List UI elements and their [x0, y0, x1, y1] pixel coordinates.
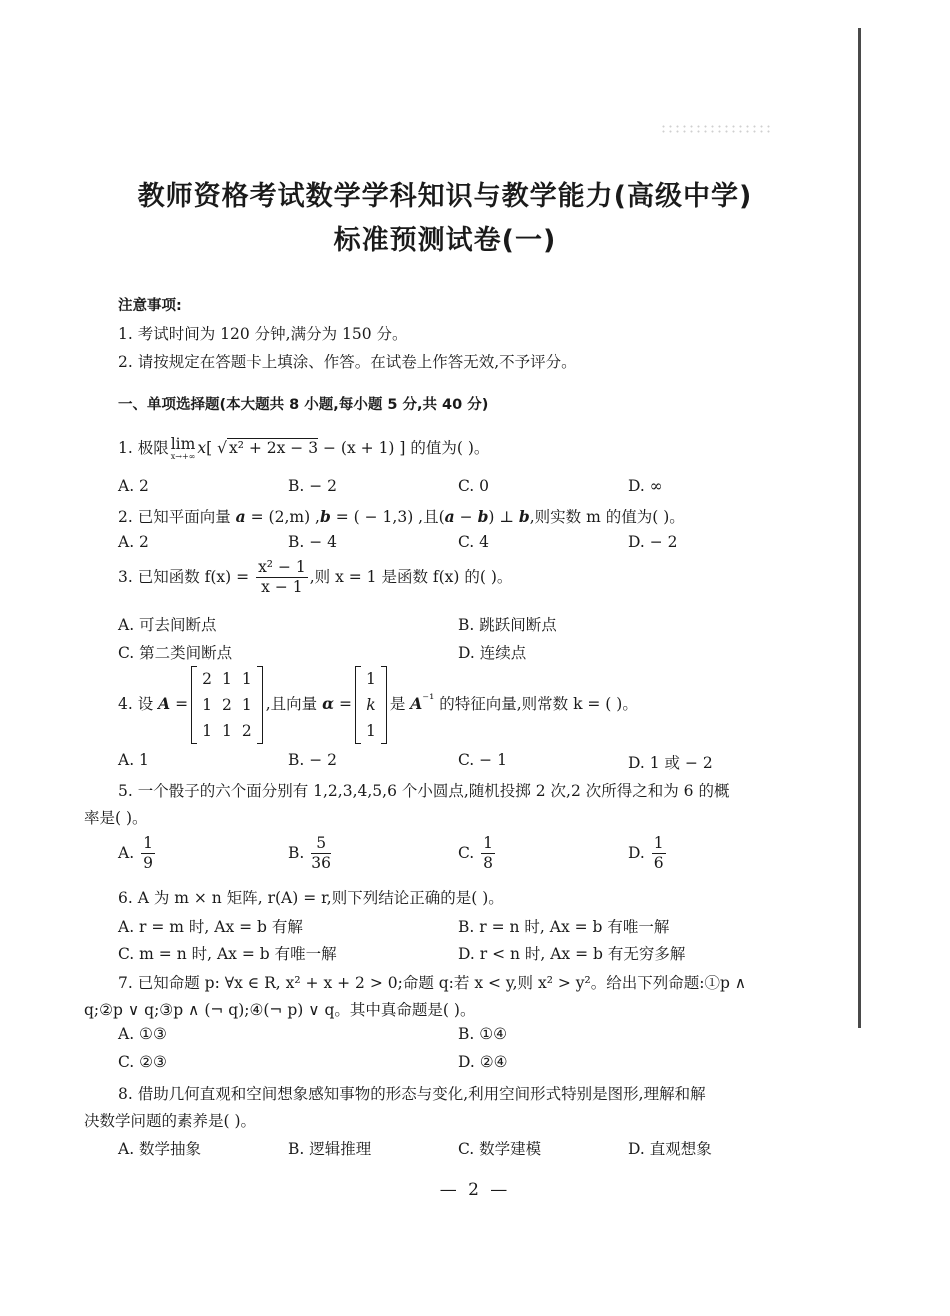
q1-bracket: [ — [206, 439, 213, 457]
q2-vector-b-2: b — [477, 507, 489, 526]
q1-sqrt-sign: √ — [217, 439, 227, 457]
question-2 — [118, 505, 685, 527]
q8-option-c: C. 数学建模 — [458, 1140, 542, 1158]
q1-option-a: A. 2 — [118, 477, 149, 495]
q3-fraction — [256, 558, 308, 598]
q1-x: x — [197, 439, 207, 457]
q4-alpha: α — [322, 694, 335, 713]
q4-m-cell: 2 — [241, 722, 252, 740]
q5-d-label: D. — [628, 843, 645, 862]
q5-d-fraction — [652, 834, 666, 874]
q5-b-fraction — [311, 834, 331, 874]
notes-heading: 注意事项: — [118, 298, 182, 314]
q4-m-cell: 1 — [202, 696, 212, 714]
question-1 — [118, 436, 489, 461]
q5-a-fraction — [141, 834, 155, 874]
q2-perp: ) ⊥ — [488, 508, 519, 526]
q5-d-den: 6 — [653, 854, 664, 873]
q6-option-d: D. r < n 时, Ax = b 有无穷多解 — [458, 945, 686, 963]
q4-equals-2: = — [334, 695, 352, 713]
q2-option-b: B. − 4 — [288, 533, 338, 551]
q4-matrix — [191, 666, 263, 744]
q4-option-b: B. − 2 — [288, 751, 338, 769]
q2-b-value: = ( − 1,3) ,且( — [330, 508, 445, 526]
q4-prefix: 4. 设 — [118, 695, 159, 713]
q1-option-c: C. 0 — [458, 477, 490, 495]
q7-option-b: B. ①④ — [458, 1025, 508, 1043]
q2-vector-b-3: b — [518, 507, 530, 526]
q7-line-1: 7. 已知命题 p: ∀x ∈ R, x² + x + 2 > 0;命题 q:若 x < y,则 x² > y²。给出下列命题:①p ∧ — [118, 974, 747, 992]
note-item-2: 2. 请按规定在答题卡上填涂、作答。在试卷上作答无效,不予评分。 — [118, 353, 577, 371]
q5-c-num: 1 — [481, 834, 495, 854]
q2-minus: − — [454, 508, 478, 526]
q8-option-d: D. 直观想象 — [628, 1140, 712, 1158]
note-item-1: 1. 考试时间为 120 分钟,满分为 150 分。 — [118, 325, 408, 343]
q5-a-num: 1 — [141, 834, 155, 854]
q4-mid: ,且向量 — [265, 695, 323, 713]
q1-rest: − (x + 1) ] — [318, 439, 406, 457]
q1-lim-word: lim — [170, 435, 196, 454]
q4-v-cell: 1 — [365, 670, 376, 688]
q1-suffix: 的值为( )。 — [405, 439, 490, 457]
q5-a-label: A. — [118, 843, 135, 862]
q7-option-a: A. ①③ — [118, 1025, 167, 1043]
q2-a-value: = (2,m) , — [245, 508, 320, 526]
q5-line-1: 5. 一个骰子的六个面分别有 1,2,3,4,5,6 个小圆点,随机投掷 2 次,2 次所得之和为 6 的概 — [118, 782, 730, 800]
q2-vector-a-2: a — [444, 507, 455, 526]
q5-b-label: B. — [288, 843, 305, 862]
question-3 — [118, 558, 512, 598]
q2-option-d: D. − 2 — [628, 533, 678, 551]
paper-title-line2: 标准预测试卷(一) — [333, 225, 557, 256]
q8-line-1: 8. 借助几何直观和空间想象感知事物的形态与变化,利用空间形式特别是图形,理解和解 — [118, 1085, 706, 1103]
q4-m-cell: 1 — [241, 670, 252, 688]
paper-title-line1: 教师资格考试数学学科知识与教学能力(高级中学) — [137, 181, 753, 212]
q2-suffix: ,则实数 m 的值为( )。 — [529, 508, 685, 526]
question-6: 6. A 为 m × n 矩阵, r(A) = r,则下列结论正确的是( )。 — [118, 889, 504, 907]
q4-inverse: ⁻¹ — [422, 691, 435, 707]
q8-option-b: B. 逻辑推理 — [288, 1140, 372, 1158]
q3-option-c: C. 第二类间断点 — [118, 644, 233, 662]
q7-option-c: C. ②③ — [118, 1053, 167, 1071]
q4-option-a: A. 1 — [118, 751, 149, 769]
q5-option-c — [458, 834, 497, 874]
q8-line-2: 决数学问题的素养是( )。 — [84, 1112, 257, 1130]
q4-suffix: 的特征向量,则常数 k = ( )。 — [434, 695, 638, 713]
q2-vector-a: a — [235, 507, 246, 526]
q2-vector-b: b — [319, 507, 331, 526]
q4-equals: = — [170, 695, 189, 713]
q2-option-c: C. 4 — [458, 533, 490, 551]
q1-limit — [171, 437, 196, 461]
q4-m-cell: 2 — [221, 696, 232, 714]
q2-option-a: A. 2 — [118, 533, 149, 551]
q4-is: 是 — [389, 695, 411, 713]
q1-option-d: D. ∞ — [628, 477, 663, 495]
q4-option-c: C. − 1 — [458, 751, 507, 769]
q6-option-c: C. m = n 时, Ax = b 有唯一解 — [118, 945, 337, 963]
q3-suffix: ,则 x = 1 是函数 f(x) 的( )。 — [309, 567, 513, 586]
q5-option-a — [118, 834, 157, 874]
q1-radicand: x² + 2x − 3 — [228, 439, 319, 457]
q5-b-num: 5 — [311, 834, 331, 854]
q4-matrix-A: A — [158, 694, 171, 713]
q4-vector — [355, 666, 387, 744]
q5-c-den: 8 — [483, 854, 494, 873]
q4-matrix-A-2: A — [410, 694, 423, 713]
q3-option-a: A. 可去间断点 — [118, 616, 217, 634]
q6-option-b: B. r = n 时, Ax = b 有唯一解 — [458, 918, 670, 936]
q3-numerator: x² − 1 — [256, 558, 308, 578]
q7-line-2: q;②p ∨ q;③p ∧ (¬ q);④(¬ p) ∨ q。其中真命题是( )。 — [84, 1001, 476, 1019]
q6-option-a: A. r = m 时, Ax = b 有解 — [118, 918, 303, 936]
q4-m-cell: 1 — [221, 722, 232, 740]
q4-m-cell: 1 — [241, 696, 252, 714]
q4-v-cell: 1 — [365, 722, 376, 740]
q8-option-a: A. 数学抽象 — [118, 1140, 202, 1158]
q5-line-2: 率是( )。 — [84, 809, 148, 827]
section-heading: 一、单项选择题(本大题共 8 小题,每小题 5 分,共 40 分) — [118, 397, 489, 413]
question-4 — [118, 666, 638, 744]
q3-option-d: D. 连续点 — [458, 644, 527, 662]
q4-m-cell: 2 — [202, 670, 212, 688]
q5-a-den: 9 — [143, 854, 153, 873]
q5-c-fraction — [481, 834, 495, 874]
q4-m-cell: 1 — [221, 670, 232, 688]
q3-option-b: B. 跳跃间断点 — [458, 616, 557, 634]
q5-option-d — [628, 834, 668, 874]
q5-d-num: 1 — [652, 834, 666, 854]
q1-option-b: B. − 2 — [288, 477, 338, 495]
q4-m-cell: 1 — [202, 722, 212, 740]
q5-c-label: C. — [458, 843, 475, 862]
q5-b-den: 36 — [311, 854, 331, 873]
q3-denominator: x − 1 — [261, 578, 303, 597]
q3-prefix: 3. 已知函数 f(x) = — [118, 567, 255, 586]
q5-option-b — [288, 834, 333, 874]
scan-speckle — [660, 124, 770, 134]
page-number: — 2 — — [439, 1180, 511, 1200]
q1-prefix: 1. 极限 — [118, 439, 169, 457]
q4-v-cell: k — [366, 696, 376, 714]
q1-lim-sub: x→+∞ — [170, 451, 196, 461]
q4-option-d: D. 1 或 − 2 — [628, 754, 713, 772]
q2-prefix: 2. 已知平面向量 — [118, 508, 236, 526]
q7-option-d: D. ②④ — [458, 1053, 508, 1071]
